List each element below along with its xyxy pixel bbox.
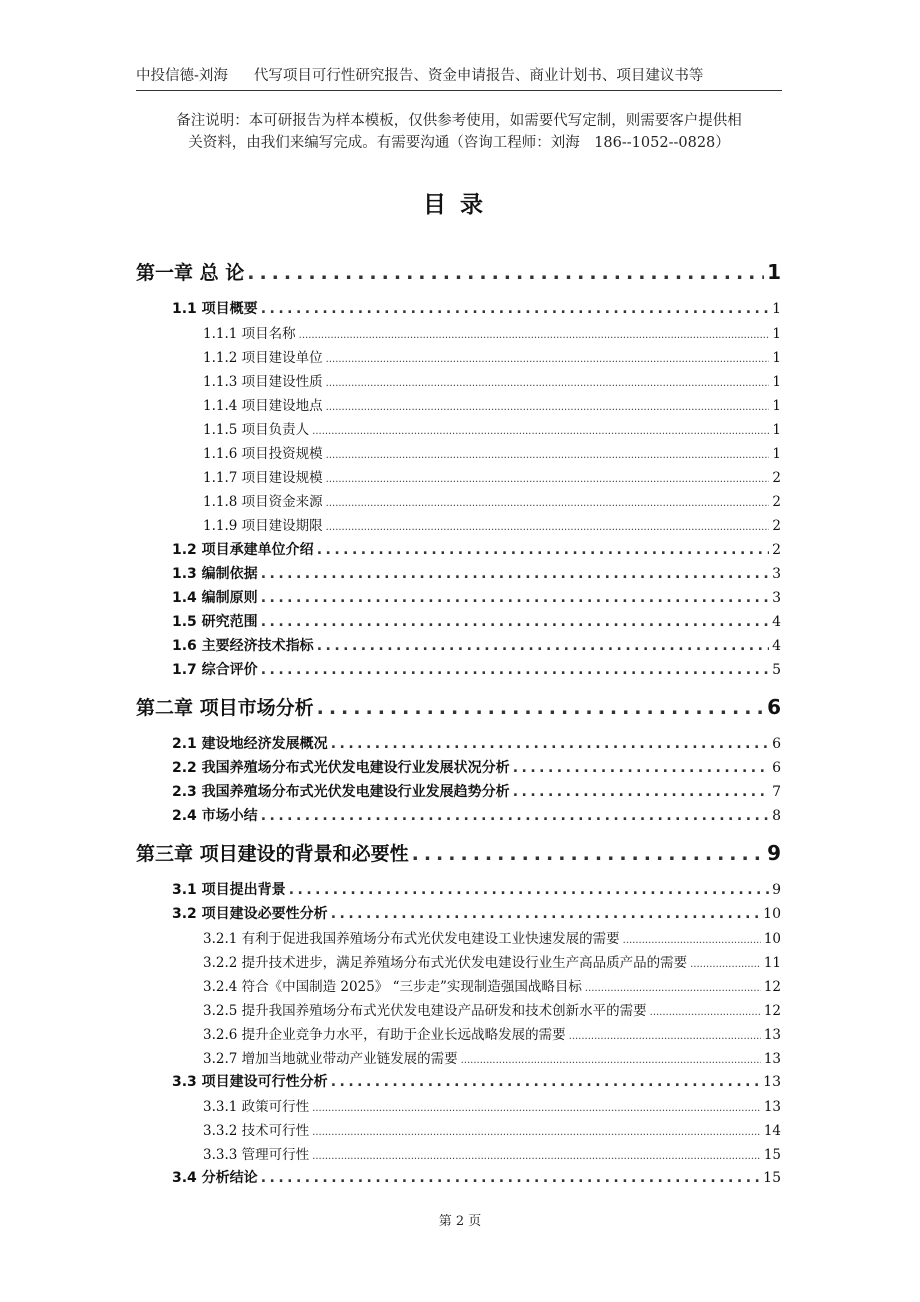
toc-dot-leader bbox=[261, 301, 769, 317]
toc-entry-page: 1 bbox=[772, 446, 781, 462]
page-number: 第 2 页 bbox=[438, 1214, 482, 1229]
toc-dot-leader bbox=[331, 1074, 760, 1090]
toc-entry-label: 1.1.1 项目名称 bbox=[203, 326, 296, 342]
toc-subsection[interactable] bbox=[203, 514, 781, 534]
toc-entry-label: 3.2.7 增加当地就业带动产业链发展的需要 bbox=[203, 1051, 458, 1067]
toc-entry-label: 1.4 编制原则 bbox=[172, 590, 258, 606]
toc-dot-leader bbox=[261, 1170, 760, 1186]
toc-subsection[interactable] bbox=[203, 490, 781, 510]
remark-line-1: 备注说明：本可研报告为样本模板，仅供参考使用，如需要代写定制，则需要客户提供相 bbox=[176, 113, 742, 129]
toc-entry-label: 3.2.6 提升企业竞争力水平，有助于企业长远战略发展的需要 bbox=[203, 1027, 566, 1043]
toc-entry-label: 1.3 编制依据 bbox=[172, 566, 258, 582]
toc-subsection[interactable] bbox=[203, 951, 781, 971]
toc-entry-label: 2.4 市场小结 bbox=[172, 808, 258, 824]
toc-dot-leader bbox=[317, 638, 769, 654]
toc-subsection[interactable] bbox=[203, 442, 781, 462]
toc-entry-label: 2.2 我国养殖场分布式光伏发电建设行业发展状况分析 bbox=[172, 760, 510, 776]
toc-section[interactable] bbox=[172, 1071, 781, 1091]
toc-entry-label: 1.1.4 项目建设地点 bbox=[203, 398, 323, 414]
toc-dot-leader bbox=[299, 330, 770, 341]
toc-dot-leader bbox=[690, 959, 761, 970]
toc-dot-leader bbox=[247, 262, 764, 284]
toc-entry-label: 1.1 项目概要 bbox=[172, 301, 258, 317]
toc-section[interactable] bbox=[172, 635, 781, 655]
toc-entry-label: 1.2 项目承建单位介绍 bbox=[172, 542, 314, 558]
toc-dot-leader bbox=[326, 522, 770, 533]
toc-subsection[interactable] bbox=[203, 418, 781, 438]
toc-dot-leader bbox=[261, 590, 769, 606]
toc-subsection[interactable] bbox=[203, 346, 781, 366]
toc-dot-leader bbox=[326, 450, 770, 461]
toc-dot-leader bbox=[317, 542, 769, 558]
toc-entry-label: 1.5 研究范围 bbox=[172, 614, 258, 630]
toc-subsection[interactable] bbox=[203, 1095, 781, 1115]
toc-entry-page: 13 bbox=[763, 1051, 781, 1067]
toc-entry-page: 14 bbox=[763, 1123, 781, 1139]
toc-subsection[interactable] bbox=[203, 1023, 781, 1043]
toc-dot-leader bbox=[513, 760, 769, 776]
toc-dot-leader bbox=[261, 808, 769, 824]
toc-entry-page: 1 bbox=[767, 260, 781, 284]
toc-entry-label: 3.3.2 技术可行性 bbox=[203, 1123, 310, 1139]
toc-dot-leader bbox=[569, 1031, 761, 1042]
remark-note bbox=[136, 110, 782, 154]
toc-entry-page: 12 bbox=[763, 979, 781, 995]
toc-dot-leader bbox=[585, 983, 761, 994]
toc-entry-page: 10 bbox=[763, 906, 781, 922]
toc-subsection[interactable] bbox=[203, 322, 781, 342]
toc-entry-label: 3.2.4 符合《中国制造 2025》 “三步走”实现制造强国战略目标 bbox=[203, 979, 582, 995]
toc-entry-page: 12 bbox=[763, 1003, 781, 1019]
toc-dot-leader bbox=[331, 906, 760, 922]
toc-entry-label: 1.1.7 项目建设规模 bbox=[203, 470, 323, 486]
toc-entry-page: 6 bbox=[772, 760, 781, 776]
toc-entry-label: 1.6 主要经济技术指标 bbox=[172, 638, 314, 654]
toc-entry-page: 7 bbox=[772, 784, 781, 800]
toc-dot-leader bbox=[461, 1055, 761, 1066]
toc-entry-label: 3.3 项目建设可行性分析 bbox=[172, 1074, 328, 1090]
toc-entry-page: 1 bbox=[772, 350, 781, 366]
toc-dot-leader bbox=[326, 402, 770, 413]
toc-entry-label: 3.2.1 有利于促进我国养殖场分布式光伏发电建设工业快速发展的需要 bbox=[203, 931, 620, 947]
toc-entry-label: 1.1.2 项目建设单位 bbox=[203, 350, 323, 366]
toc-section[interactable] bbox=[172, 611, 781, 631]
toc-entry-page: 8 bbox=[772, 808, 781, 824]
toc-entry-label: 3.2 项目建设必要性分析 bbox=[172, 906, 328, 922]
toc-entry-page: 1 bbox=[772, 422, 781, 438]
toc-entry-page: 15 bbox=[763, 1170, 781, 1186]
toc-entry-page: 6 bbox=[767, 695, 781, 719]
toc-dot-leader bbox=[623, 935, 761, 946]
toc-entry-page: 6 bbox=[772, 736, 781, 752]
toc-dot-leader bbox=[326, 498, 770, 509]
toc-subsection[interactable] bbox=[203, 975, 781, 995]
toc-section[interactable] bbox=[172, 733, 781, 753]
toc-dot-leader bbox=[513, 784, 769, 800]
toc-entry-label: 3.2.5 提升我国养殖场分布式光伏发电建设产品研发和技术创新水平的需要 bbox=[203, 1003, 647, 1019]
header-company: 中投信德-刘海 bbox=[136, 68, 228, 84]
toc-section[interactable] bbox=[172, 563, 781, 583]
toc-entry-page: 2 bbox=[772, 494, 781, 510]
toc-entry-label: 2.1 建设地经济发展概况 bbox=[172, 736, 328, 752]
toc-title: 目录 bbox=[423, 191, 497, 218]
toc-entry-label: 1.1.9 项目建设期限 bbox=[203, 518, 323, 534]
toc-entry-page: 15 bbox=[763, 1147, 781, 1163]
toc-entry-page: 13 bbox=[763, 1027, 781, 1043]
toc-dot-leader bbox=[312, 1103, 761, 1114]
toc-section[interactable] bbox=[172, 805, 781, 825]
toc-section[interactable] bbox=[172, 659, 781, 679]
toc-dot-leader bbox=[261, 614, 769, 630]
toc-subsection[interactable] bbox=[203, 1047, 781, 1067]
toc-entry-label: 第二章 项目市场分析 bbox=[136, 697, 314, 719]
toc-entry-page: 5 bbox=[772, 662, 781, 678]
toc-entry-page: 2 bbox=[772, 542, 781, 558]
toc-dot-leader bbox=[331, 736, 769, 752]
toc-entry-page: 9 bbox=[767, 841, 781, 865]
toc-entry-page: 10 bbox=[763, 931, 781, 947]
toc-entry-label: 3.3.1 政策可行性 bbox=[203, 1099, 310, 1115]
toc-entry-page: 2 bbox=[772, 518, 781, 534]
toc-section[interactable] bbox=[172, 298, 781, 318]
toc-entry-label: 3.4 分析结论 bbox=[172, 1170, 258, 1186]
toc-subsection[interactable] bbox=[203, 999, 781, 1019]
toc-entry-page: 1 bbox=[772, 374, 781, 390]
toc-entry-page: 2 bbox=[772, 470, 781, 486]
toc-entry-page: 3 bbox=[772, 566, 781, 582]
toc-entry-label: 1.1.6 项目投资规模 bbox=[203, 446, 323, 462]
toc-dot-leader bbox=[312, 1151, 761, 1162]
toc-dot-leader bbox=[312, 426, 769, 437]
toc-subsection[interactable] bbox=[203, 466, 781, 486]
toc-section[interactable] bbox=[172, 903, 781, 923]
toc-section[interactable] bbox=[172, 587, 781, 607]
toc-entry-page: 1 bbox=[772, 398, 781, 414]
toc-entry-page: 13 bbox=[763, 1099, 781, 1115]
toc-section[interactable] bbox=[172, 1167, 781, 1187]
toc-subsection[interactable] bbox=[203, 394, 781, 414]
toc-dot-leader bbox=[412, 843, 764, 865]
toc-entry-page: 4 bbox=[772, 614, 781, 630]
toc-dot-leader bbox=[650, 1007, 761, 1018]
header-slogan: 代写项目可行性研究报告、资金申请报告、商业计划书、项目建议书等 bbox=[253, 68, 704, 84]
toc-chapter[interactable] bbox=[136, 693, 781, 720]
toc-entry-label: 第三章 项目建设的背景和必要性 bbox=[136, 843, 409, 865]
toc-dot-leader bbox=[326, 378, 770, 389]
toc-entry-label: 第一章 总 论 bbox=[136, 262, 245, 284]
toc-dot-leader bbox=[261, 566, 769, 582]
toc-entry-label: 3.2.2 提升技术进步，满足养殖场分布式光伏发电建设行业生产高品质产品的需要 bbox=[203, 955, 688, 971]
page-header bbox=[136, 64, 782, 91]
toc-section[interactable] bbox=[172, 539, 781, 559]
toc-entry-label: 1.1.3 项目建设性质 bbox=[203, 374, 323, 390]
toc-entry-page: 3 bbox=[772, 590, 781, 606]
toc-entry-label: 1.1.8 项目资金来源 bbox=[203, 494, 323, 510]
toc-dot-leader bbox=[312, 1127, 761, 1138]
toc-entry-page: 11 bbox=[763, 955, 781, 971]
toc-entry-label: 1.1.5 项目负责人 bbox=[203, 422, 310, 438]
toc-dot-leader bbox=[326, 354, 770, 365]
toc-dot-leader bbox=[261, 662, 769, 678]
toc-entry-page: 13 bbox=[763, 1074, 781, 1090]
toc-dot-leader bbox=[289, 882, 769, 898]
toc-subsection[interactable] bbox=[203, 927, 781, 947]
toc-entry-label: 1.7 综合评价 bbox=[172, 662, 258, 678]
toc-chapter[interactable] bbox=[136, 258, 781, 285]
toc-chapter[interactable] bbox=[136, 839, 781, 866]
toc-section[interactable] bbox=[172, 879, 781, 899]
remark-line-2: 关资料，由我们来编写完成。有需要沟通（咨询工程师：刘海 186--1052--0828） bbox=[188, 135, 730, 151]
toc-entry-page: 4 bbox=[772, 638, 781, 654]
toc-entry-label: 3.3.3 管理可行性 bbox=[203, 1147, 310, 1163]
toc-dot-leader bbox=[326, 474, 770, 485]
toc-dot-leader bbox=[317, 697, 764, 719]
toc-entry-page: 9 bbox=[772, 882, 781, 898]
toc-entry-page: 1 bbox=[772, 301, 781, 317]
toc-entry-label: 2.3 我国养殖场分布式光伏发电建设行业发展趋势分析 bbox=[172, 784, 510, 800]
toc-section[interactable] bbox=[172, 781, 781, 801]
toc-entry-page: 1 bbox=[772, 326, 781, 342]
toc-subsection[interactable] bbox=[203, 370, 781, 390]
toc-subsection[interactable] bbox=[203, 1119, 781, 1139]
toc-subsection[interactable] bbox=[203, 1143, 781, 1163]
toc-entry-label: 3.1 项目提出背景 bbox=[172, 882, 286, 898]
toc-section[interactable] bbox=[172, 757, 781, 777]
